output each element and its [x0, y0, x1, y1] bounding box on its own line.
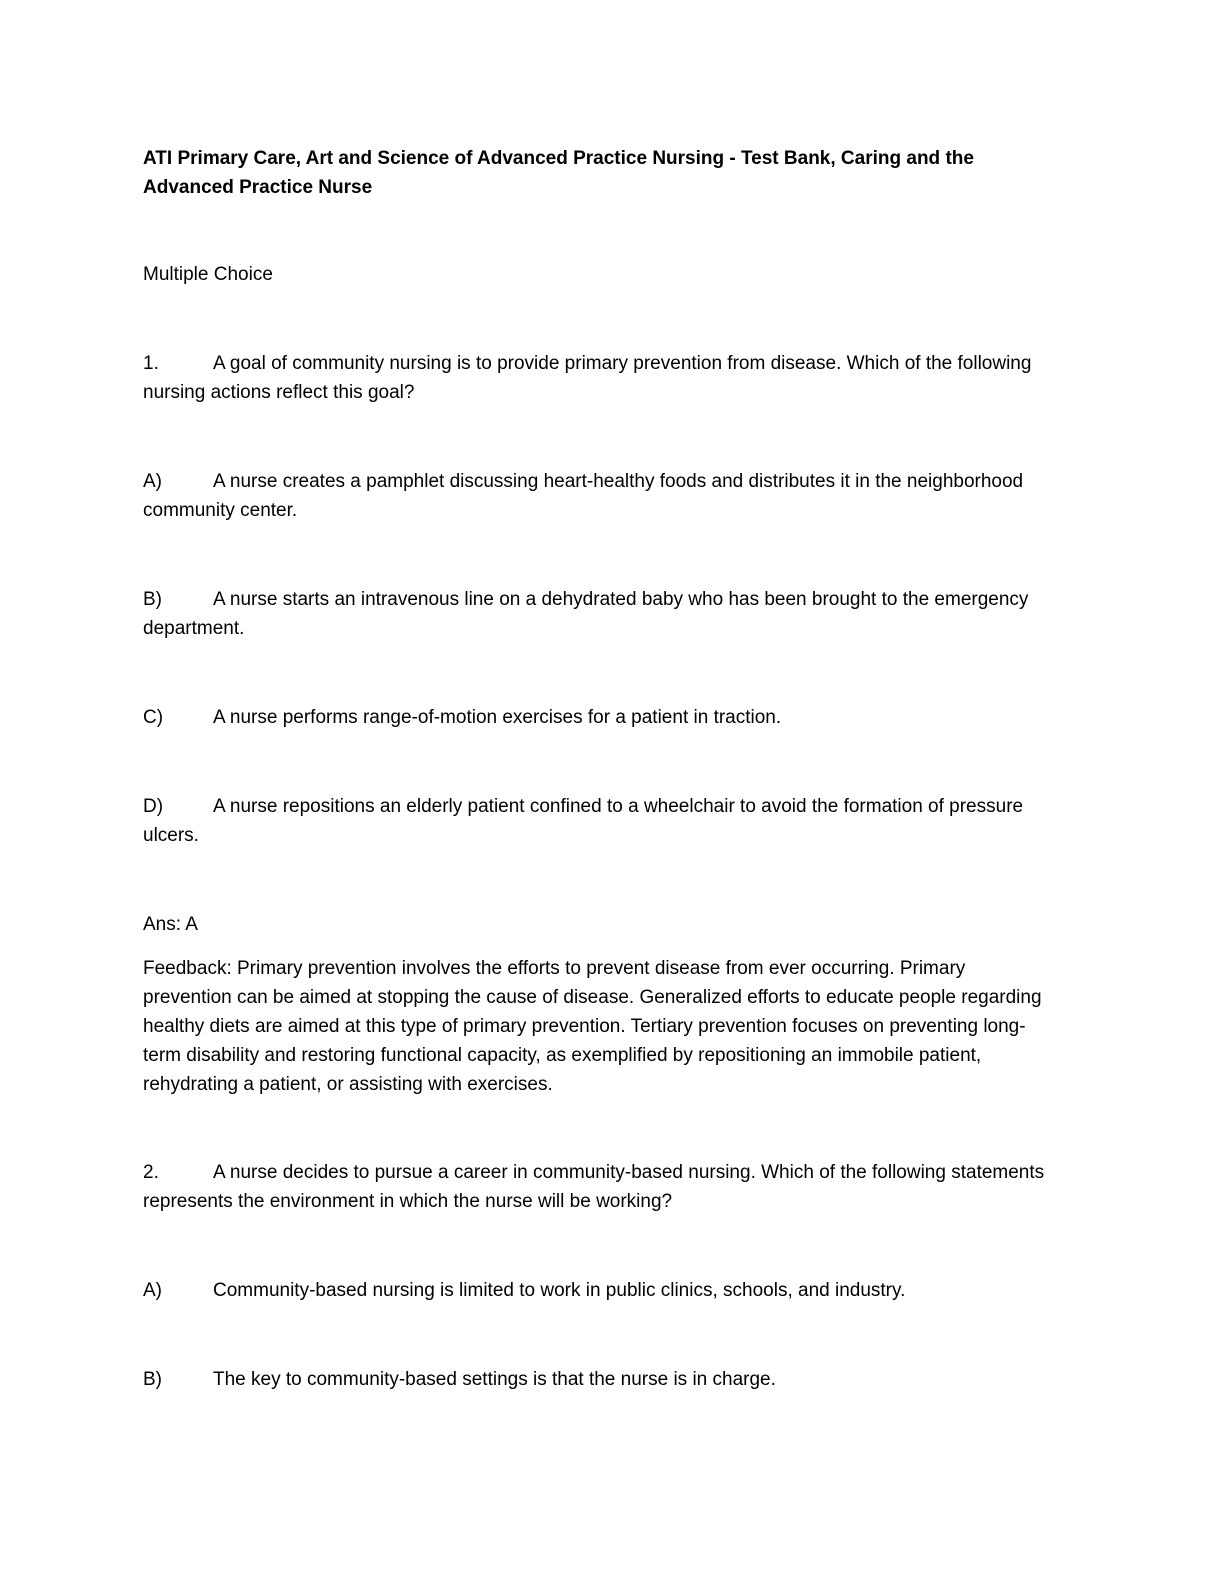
question-1-text: A goal of community nursing is to provide primary prevention from disease. Which of the following nursing actions reflect this goal?: [143, 353, 1032, 403]
document-title: ATI Primary Care, Art and Science of Advanced Practice Nursing - Test Bank, Caring and the Advanced Practice Nurse: [143, 148, 974, 198]
option-text: The key to community-based settings is that the nurse is in charge.: [213, 1369, 776, 1390]
option-letter: D): [143, 796, 164, 817]
question-1-option-b: [143, 585, 1054, 643]
option-text: Community-based nursing is limited to work in public clinics, schools, and industry.: [213, 1280, 906, 1301]
question-1: [143, 349, 1054, 407]
section-heading: Multiple Choice: [143, 264, 273, 285]
option-letter: C): [143, 707, 164, 728]
question-2-text: A nurse decides to pursue a career in community-based nursing. Which of the following statements represents the environment in which the nurse will be working?: [143, 1162, 1045, 1212]
question-1-number: 1.: [143, 353, 159, 374]
option-letter: B): [143, 1369, 162, 1390]
option-text: A nurse creates a pamphlet discussing heart-healthy foods and distributes it in the neighborhood community center.: [143, 471, 1024, 521]
question-2-option-a: [143, 1276, 1054, 1305]
question-1-option-c: [143, 703, 1054, 732]
option-letter: B): [143, 589, 162, 610]
option-text: A nurse repositions an elderly patient confined to a wheelchair to avoid the formation of pressure ulcers.: [143, 796, 1024, 846]
option-text: A nurse performs range-of-motion exercises for a patient in traction.: [213, 707, 782, 728]
question-2-number: 2.: [143, 1162, 159, 1183]
option-letter: A): [143, 1280, 162, 1301]
question-1-answer: Ans: A: [143, 914, 198, 935]
question-2: [143, 1158, 1054, 1216]
question-1-option-d: [143, 792, 1054, 850]
question-2-option-b: [143, 1365, 1054, 1394]
question-1-feedback: Feedback: Primary prevention involves the efforts to prevent disease from ever occurring. Primary prevention can be aimed at stopping the cause of disease. Generalized efforts to educate people regarding healthy diets are aimed at this type of primary prevention. Tertiary prevention focuses on preventing long-term disability and restoring functional capacity, as exemplified by repositioning an immobile patient, rehydrating a patient, or assisting with exercises.: [143, 958, 1042, 1095]
option-letter: A): [143, 471, 162, 492]
question-1-option-a: [143, 467, 1054, 525]
option-text: A nurse starts an intravenous line on a dehydrated baby who has been brought to the emergency department.: [143, 589, 1029, 639]
